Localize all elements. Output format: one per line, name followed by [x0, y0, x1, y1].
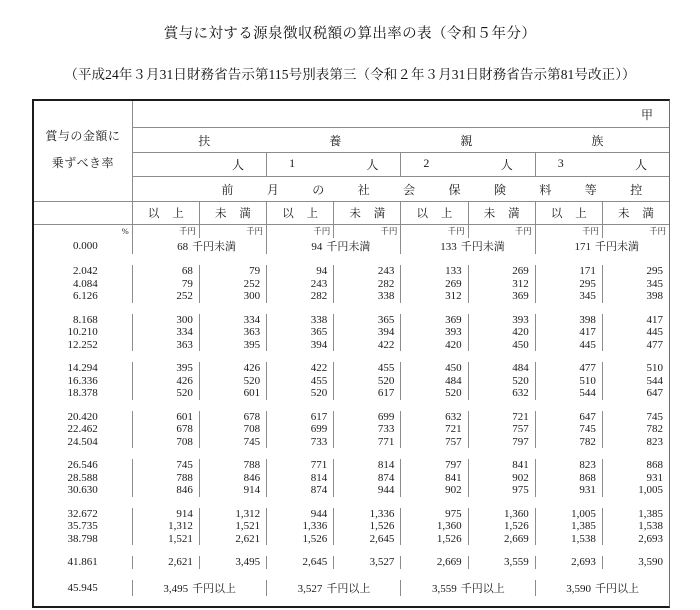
rate-cell: 30.630: [34, 484, 132, 497]
rate-cell: 14.294: [34, 362, 132, 375]
table-row: [34, 387, 669, 400]
amount-cell: 1,336: [334, 508, 401, 521]
unit-amount-0-upper: 千円: [199, 225, 266, 239]
amount-cell: 395: [199, 339, 266, 352]
person-count-2: 2: [423, 156, 430, 170]
amount-cell: 338: [334, 290, 401, 303]
amount-cell: 520: [199, 375, 266, 388]
amount-cell: 365: [334, 314, 401, 327]
amount-cell: 2,693: [602, 533, 669, 546]
amount-cell: 678: [199, 411, 266, 424]
amount-cell: 617: [334, 387, 401, 400]
amount-cell: 2,669: [468, 533, 535, 546]
amount-suffix: 千円未満: [192, 241, 237, 253]
amount-cell: 914: [199, 484, 266, 497]
amount-cell: 394: [334, 326, 401, 339]
amount-cell: 1,336: [267, 520, 334, 533]
amount-cell: 601: [199, 387, 266, 400]
table-row: [34, 375, 669, 388]
amount-cell: 1,312: [132, 520, 199, 533]
table-body: [34, 101, 669, 238]
person-unit-0: 人: [232, 158, 245, 172]
amount-cell: 721: [468, 411, 535, 424]
amount-cell: 601: [132, 411, 199, 424]
amount-cell: 417: [535, 326, 602, 339]
amount-cell: 338: [267, 314, 334, 327]
amount-cell: 1,521: [132, 533, 199, 546]
amount-cell: 450: [401, 362, 468, 375]
rate-cell: 35.735: [34, 520, 132, 533]
amount-under-cell: [132, 238, 266, 254]
amount-cell: 745: [199, 436, 266, 449]
amount-cell: 846: [199, 472, 266, 485]
unit-amount-0-lower: 千円: [132, 225, 199, 239]
amount-cell: 3,559: [468, 556, 535, 569]
amount-cell: 733: [334, 423, 401, 436]
amount-suffix: 千円未満: [326, 241, 371, 253]
amount-cell: 632: [401, 411, 468, 424]
amount-cell: 334: [132, 326, 199, 339]
rate-cell: 41.861: [34, 556, 132, 569]
row-gap-cell: [34, 569, 669, 580]
amount-cell: 445: [535, 339, 602, 352]
table-row: [34, 484, 669, 497]
amount-cell: 771: [267, 459, 334, 472]
amount-cell: 1,521: [199, 520, 266, 533]
amount-cell: 931: [535, 484, 602, 497]
rate-cell: 2.042: [34, 265, 132, 278]
amount-cell: 788: [199, 459, 266, 472]
amount-cell: 363: [132, 339, 199, 352]
rate-cell: 32.672: [34, 508, 132, 521]
person-count-3: 3: [557, 156, 564, 170]
amount-value: 3,559: [432, 582, 457, 595]
amount-cell: 757: [401, 436, 468, 449]
amount-cell: 312: [401, 290, 468, 303]
person-unit-3: 人: [634, 158, 647, 172]
amount-cell: 874: [267, 484, 334, 497]
table-row: [34, 314, 669, 327]
amount-cell: 708: [199, 423, 266, 436]
table-row: [34, 411, 669, 424]
rate-cell: 28.588: [34, 472, 132, 485]
amount-cell: 510: [602, 362, 669, 375]
bound-header-2-lower: 以 上: [401, 202, 468, 225]
amount-cell: 393: [401, 326, 468, 339]
table-row: [34, 339, 669, 352]
amount-cell: 455: [334, 362, 401, 375]
rate-cell: 12.252: [34, 339, 132, 352]
person-unit-2: 人: [500, 158, 513, 172]
amount-cell: 3,590: [602, 556, 669, 569]
ko-label-cell: 甲: [132, 101, 669, 128]
bound-header-1-lower: 以 上: [267, 202, 334, 225]
dependents-label-spread: [133, 132, 669, 149]
amount-under-cell: [267, 238, 401, 254]
amount-cell: 2,645: [334, 533, 401, 546]
amount-cell: 520: [267, 387, 334, 400]
deduction-char-2: の: [312, 182, 325, 197]
amount-cell: 2,645: [267, 556, 334, 569]
table-row: [34, 423, 669, 436]
amount-cell: 369: [468, 290, 535, 303]
amount-cell: 2,621: [199, 533, 266, 546]
amount-cell: 708: [132, 436, 199, 449]
amount-cell: 420: [468, 326, 535, 339]
bound-header-3-upper: 未 満: [602, 202, 669, 225]
amount-suffix: 千円以上: [326, 582, 371, 595]
amount-cell: 2,693: [535, 556, 602, 569]
amount-cell: 2,669: [401, 556, 468, 569]
amount-cell: 484: [468, 362, 535, 375]
deduction-char-7: 料: [539, 182, 552, 197]
amount-cell: 902: [468, 472, 535, 485]
amount-cell: 699: [334, 411, 401, 424]
amount-cell: 814: [267, 472, 334, 485]
rate-header-line1: 賞与の金額に: [45, 129, 121, 143]
amount-cell: 1,005: [535, 508, 602, 521]
unit-rate: %: [34, 225, 132, 239]
amount-cell: 394: [267, 339, 334, 352]
deduction-char-6: 険: [493, 182, 506, 197]
amount-cell: 902: [401, 484, 468, 497]
amount-cell: 678: [132, 423, 199, 436]
amount-cell: 484: [401, 375, 468, 388]
rate-cell: 22.462: [34, 423, 132, 436]
row-gap-cell: [34, 351, 669, 362]
amount-cell: 345: [535, 290, 602, 303]
deduction-char-0: 前: [221, 182, 234, 197]
person-group-2: [401, 153, 535, 177]
unit-amount-2-upper: 千円: [468, 225, 535, 239]
amount-cell: 617: [267, 411, 334, 424]
amount-cell: 133: [401, 265, 468, 278]
amount-cell: 788: [132, 472, 199, 485]
amount-cell: 295: [602, 265, 669, 278]
amount-cell: 757: [468, 423, 535, 436]
row-gap-cell: [34, 400, 669, 411]
rate-cell: 0.000: [34, 238, 132, 254]
page-title: 賞与に対する源泉徴収税額の算出率の表（令和５年分）: [163, 26, 537, 42]
amount-cell: 363: [199, 326, 266, 339]
deduction-char-9: 控: [630, 182, 643, 197]
person-group-3: [535, 153, 669, 177]
amount-cell: 243: [267, 278, 334, 291]
amount-cell: 417: [602, 314, 669, 327]
table-row: [34, 472, 669, 485]
amount-cell: 312: [468, 278, 535, 291]
row-gap: [34, 254, 669, 265]
amount-cell: 398: [535, 314, 602, 327]
amount-cell: 1,526: [401, 533, 468, 546]
bounds-rate-spacer: [34, 202, 132, 225]
deduction-label-spread: [133, 181, 669, 198]
person-group-1: [267, 153, 401, 177]
amount-cell: 1,526: [334, 520, 401, 533]
amount-cell: 771: [334, 436, 401, 449]
amount-value: 133: [440, 241, 457, 253]
rate-cell: 45.945: [34, 580, 132, 596]
amount-cell: 1,005: [602, 484, 669, 497]
amount-cell: 797: [468, 436, 535, 449]
table-row: [34, 238, 669, 254]
amount-cell: 269: [401, 278, 468, 291]
amount-cell: 365: [267, 326, 334, 339]
row-gap-cell: [34, 303, 669, 314]
amount-under-cell: [535, 238, 669, 254]
amount-cell: 823: [535, 459, 602, 472]
row-gap: [34, 448, 669, 459]
amount-cell: 300: [199, 290, 266, 303]
amount-cell: 477: [602, 339, 669, 352]
amount-value: 3,590: [566, 582, 591, 595]
row-gap: [34, 400, 669, 411]
amount-cell: 931: [602, 472, 669, 485]
amount-cell: 1,526: [267, 533, 334, 546]
bound-header-0-upper: 未 満: [199, 202, 266, 225]
amount-cell: 79: [199, 265, 266, 278]
amount-cell: 632: [468, 387, 535, 400]
amount-cell: 914: [132, 508, 199, 521]
amount-cell: 1,538: [535, 533, 602, 546]
rate-cell: 18.378: [34, 387, 132, 400]
amount-cell: 455: [267, 375, 334, 388]
amount-cell: 334: [199, 314, 266, 327]
amount-cell: 345: [602, 278, 669, 291]
row-gap: [34, 569, 669, 580]
amount-cell: 477: [535, 362, 602, 375]
amount-cell: 647: [535, 411, 602, 424]
amount-cell: 94: [267, 265, 334, 278]
rate-cell: 26.546: [34, 459, 132, 472]
amount-cell: 369: [401, 314, 468, 327]
amount-cell: 422: [267, 362, 334, 375]
amount-cell: 841: [468, 459, 535, 472]
amount-cell: 520: [132, 387, 199, 400]
amount-value: 94: [311, 241, 323, 253]
row-gap-cell: [34, 254, 669, 265]
amount-cell: 2,621: [132, 556, 199, 569]
amount-cell: 282: [267, 290, 334, 303]
table-row: [34, 326, 669, 339]
person-unit-1: 人: [366, 158, 379, 172]
amount-cell: 1,360: [401, 520, 468, 533]
table-row: [34, 436, 669, 449]
amount-suffix: 千円以上: [595, 582, 639, 595]
table-row: [34, 290, 669, 303]
amount-cell: 868: [535, 472, 602, 485]
page-subtitle: （平成24年３月31日財務省告示第115号別表第三（令和２年３月31日財務省告示第81号改正））: [64, 67, 636, 82]
dependents-char-3: 族: [591, 133, 604, 148]
tax-rate-table: [34, 101, 669, 606]
amount-cell: 745: [132, 459, 199, 472]
rate-header-line2: 乗ずべき率: [51, 156, 114, 170]
header-row-ko: [34, 101, 669, 128]
amount-value: 68: [177, 241, 189, 253]
amount-cell: 3,527: [334, 556, 401, 569]
amount-cell: 1,526: [468, 520, 535, 533]
amount-value: 3,527: [297, 582, 323, 595]
dependents-label-cell: [132, 128, 669, 153]
rate-cell: 6.126: [34, 290, 132, 303]
row-gap-cell: [34, 497, 669, 508]
amount-cell: 68: [132, 265, 199, 278]
amount-cell: 422: [334, 339, 401, 352]
amount-cell: 944: [267, 508, 334, 521]
amount-cell: 841: [401, 472, 468, 485]
amount-cell: 975: [401, 508, 468, 521]
data-rows-container: [34, 238, 669, 606]
table-row: [34, 533, 669, 546]
amount-cell: 1,385: [535, 520, 602, 533]
deduction-char-3: 社: [357, 182, 370, 197]
person-group-0: [132, 153, 266, 177]
amount-cell: 814: [334, 459, 401, 472]
amount-cell: 510: [535, 375, 602, 388]
amount-cell: 445: [602, 326, 669, 339]
amount-cell: 1,312: [199, 508, 266, 521]
amount-cell: 846: [132, 484, 199, 497]
amount-suffix: 千円未満: [595, 241, 639, 253]
deduction-label-cell: [132, 177, 669, 202]
amount-cell: 975: [468, 484, 535, 497]
unit-amount-1-upper: 千円: [334, 225, 401, 239]
bound-header-2-upper: 未 満: [468, 202, 535, 225]
amount-cell: 944: [334, 484, 401, 497]
amount-cell: 252: [199, 278, 266, 291]
table-bottom-pad: [34, 596, 669, 606]
amount-cell: 393: [468, 314, 535, 327]
rate-cell: 20.420: [34, 411, 132, 424]
rate-cell: 10.210: [34, 326, 132, 339]
header-row-bounds: [34, 202, 669, 225]
table-row: [34, 265, 669, 278]
amount-cell: 745: [535, 423, 602, 436]
rate-cell: 24.504: [34, 436, 132, 449]
table-row: [34, 362, 669, 375]
row-gap-cell: [34, 448, 669, 459]
amount-cell: 243: [334, 265, 401, 278]
rate-cell: 8.168: [34, 314, 132, 327]
rate-cell: 4.084: [34, 278, 132, 291]
amount-cell: 426: [132, 375, 199, 388]
bound-header-3-lower: 以 上: [535, 202, 602, 225]
amount-cell: 823: [602, 436, 669, 449]
table-row: [34, 508, 669, 521]
dependents-char-1: 養: [329, 133, 342, 148]
amount-cell: 295: [535, 278, 602, 291]
amount-cell: 520: [468, 375, 535, 388]
rate-header-cell: [34, 101, 132, 202]
amount-cell: 745: [602, 411, 669, 424]
amount-value: 3,495: [163, 582, 189, 595]
tax-rate-table-wrapper: [32, 99, 670, 608]
deduction-char-8: 等: [584, 182, 597, 197]
amount-cell: 797: [401, 459, 468, 472]
amount-cell: 520: [401, 387, 468, 400]
amount-cell: 874: [334, 472, 401, 485]
amount-cell: 868: [602, 459, 669, 472]
row-gap-cell: [34, 545, 669, 556]
amount-under-cell: [401, 238, 535, 254]
amount-cell: 782: [535, 436, 602, 449]
unit-amount-3-upper: 千円: [602, 225, 669, 239]
row-gap: [34, 351, 669, 362]
table-row: [34, 459, 669, 472]
amount-cell: 3,495: [199, 556, 266, 569]
amount-value: 171: [574, 241, 591, 253]
unit-row: [34, 225, 669, 239]
amount-cell: 721: [401, 423, 468, 436]
unit-amount-2-lower: 千円: [401, 225, 468, 239]
amount-cell: 420: [401, 339, 468, 352]
dependents-char-2: 親: [460, 133, 473, 148]
amount-cell: 282: [334, 278, 401, 291]
amount-cell: 450: [468, 339, 535, 352]
row-gap: [34, 545, 669, 556]
document-page: [0, 22, 700, 610]
bound-header-0-lower: 以 上: [132, 202, 199, 225]
amount-cell: 269: [468, 265, 535, 278]
person-count-1: 1: [289, 156, 296, 170]
amount-cell: 252: [132, 290, 199, 303]
rate-cell: 38.798: [34, 533, 132, 546]
dependents-char-0: 扶: [198, 133, 211, 148]
amount-cell: 79: [132, 278, 199, 291]
amount-cell: 1,360: [468, 508, 535, 521]
deduction-char-4: 会: [403, 182, 416, 197]
amount-suffix: 千円以上: [192, 582, 237, 595]
table-row: [34, 556, 669, 569]
amount-cell: 426: [199, 362, 266, 375]
table-row: [34, 520, 669, 533]
amount-cell: 520: [334, 375, 401, 388]
amount-cell: 544: [535, 387, 602, 400]
amount-cell: 699: [267, 423, 334, 436]
deduction-char-5: 保: [448, 182, 461, 197]
unit-amount-3-lower: 千円: [535, 225, 602, 239]
amount-cell: 733: [267, 436, 334, 449]
deduction-char-1: 月: [266, 182, 279, 197]
unit-amount-1-lower: 千円: [267, 225, 334, 239]
amount-cell: 1,538: [602, 520, 669, 533]
amount-cell: 1,385: [602, 508, 669, 521]
table-bottom-pad-cell: [34, 596, 669, 606]
amount-cell: 171: [535, 265, 602, 278]
amount-cell: 782: [602, 423, 669, 436]
table-row: [34, 278, 669, 291]
bound-header-1-upper: 未 満: [334, 202, 401, 225]
amount-suffix: 千円未満: [460, 241, 505, 253]
amount-suffix: 千円以上: [460, 582, 505, 595]
row-gap: [34, 497, 669, 508]
amount-cell: 544: [602, 375, 669, 388]
row-gap: [34, 303, 669, 314]
amount-cell: 300: [132, 314, 199, 327]
rate-cell: 16.336: [34, 375, 132, 388]
amount-cell: 395: [132, 362, 199, 375]
amount-cell: 398: [602, 290, 669, 303]
amount-cell: 647: [602, 387, 669, 400]
